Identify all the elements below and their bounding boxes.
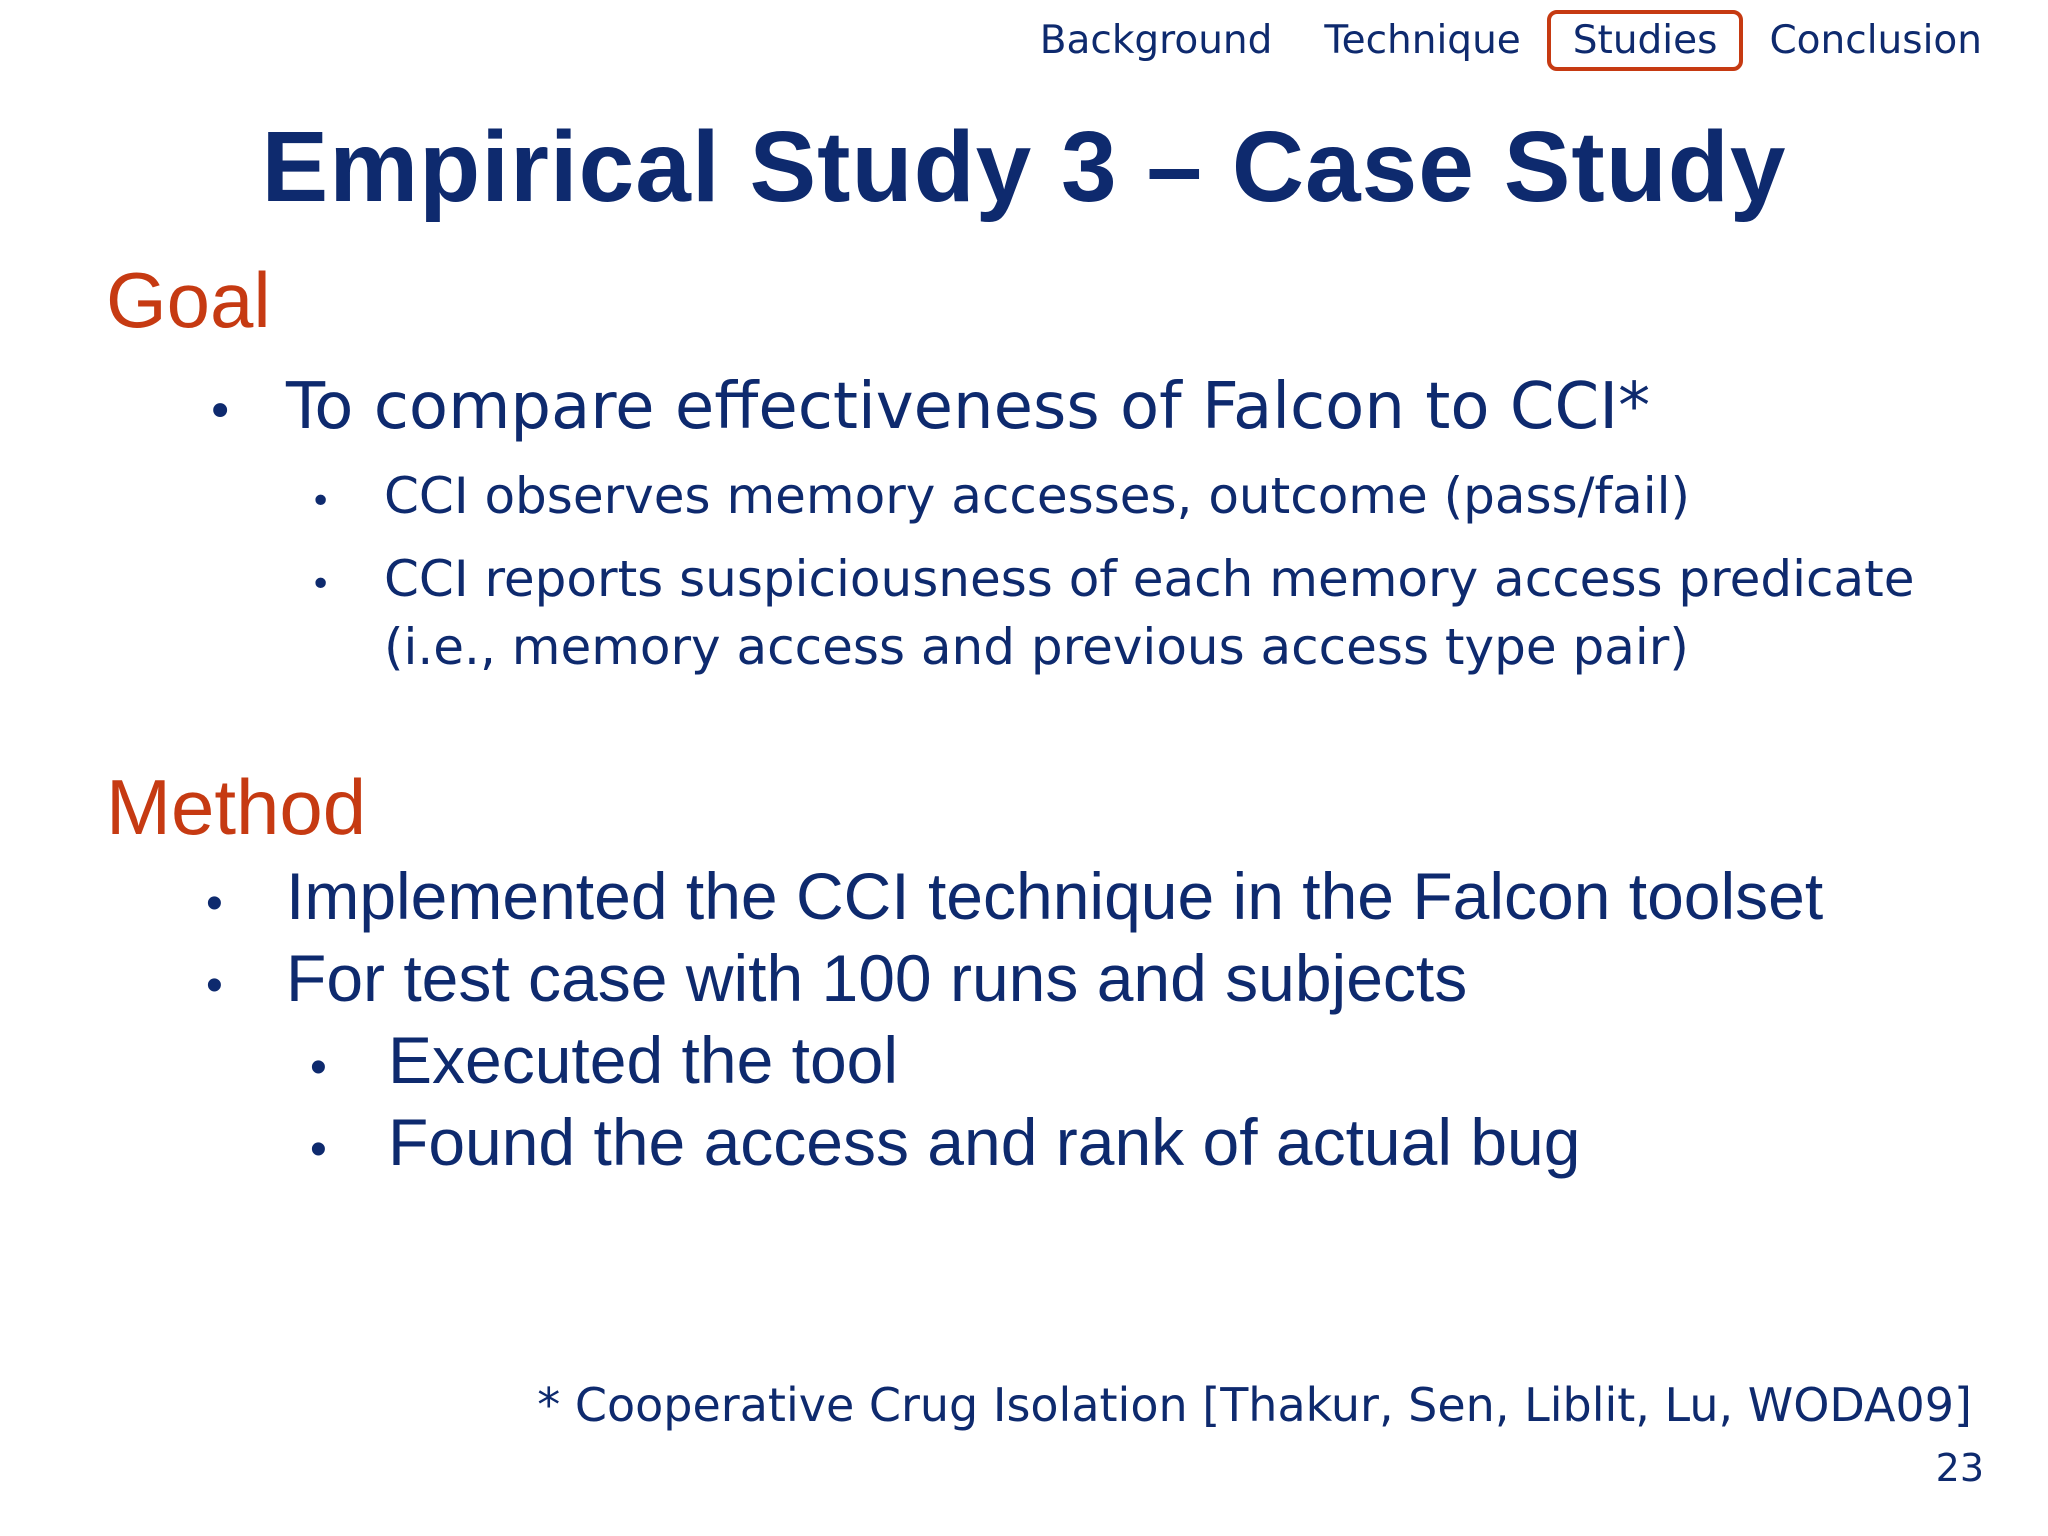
goal-sub-bullet-text: CCI reports suspiciousness of each memory access predicate (i.e., memory access and previous access type pair) (384, 550, 1915, 676)
bullet-dot: • (206, 959, 223, 1012)
method-bullet-1 (206, 858, 1823, 934)
goal-heading: Goal (106, 256, 271, 344)
section-nav (1014, 8, 2008, 72)
slide-title: Empirical Study 3 – Case Study (261, 111, 1787, 223)
goal-bullet-text: To compare effectiveness of Falcon to CCI* (286, 370, 1651, 444)
bullet-dot: • (310, 1123, 327, 1176)
method-bullet-text: Implemented the CCI technique in the Falcon toolset (286, 859, 1824, 933)
goal-sub-bullet-1 (310, 462, 2004, 536)
method-sub-bullet-2 (310, 1104, 1580, 1180)
method-bullet-text: For test case with 100 runs and subjects (286, 941, 1468, 1015)
bullet-dot: • (206, 877, 223, 930)
nav-item-technique[interactable]: Technique (1324, 17, 1521, 63)
method-bullet-2 (206, 940, 1467, 1016)
goal-bullet (206, 370, 1650, 444)
nav-item-conclusion[interactable]: Conclusion (1769, 17, 1982, 63)
method-sub-bullet-text: Found the access and rank of actual bug (388, 1105, 1581, 1179)
method-sub-bullet-1 (310, 1022, 898, 1098)
nav-item-background[interactable]: Background (1039, 17, 1273, 63)
bullet-dot: • (310, 1041, 327, 1094)
footnote: * Cooperative Crug Isolation [Thakur, Sen, Liblit, Lu, WODA09] (537, 1378, 1972, 1432)
bullet-dot: • (310, 481, 332, 522)
nav-item-studies[interactable]: Studies (1547, 10, 1744, 71)
method-heading: Method (106, 763, 367, 851)
bullet-dot: • (206, 384, 235, 440)
method-sub-bullet-text: Executed the tool (388, 1023, 899, 1097)
page-number: 23 (1935, 1446, 1984, 1490)
goal-sub-bullet-2 (310, 545, 2004, 681)
bullet-dot: • (310, 564, 332, 605)
goal-sub-bullet-text: CCI observes memory accesses, outcome (pass/fail) (384, 467, 1691, 525)
